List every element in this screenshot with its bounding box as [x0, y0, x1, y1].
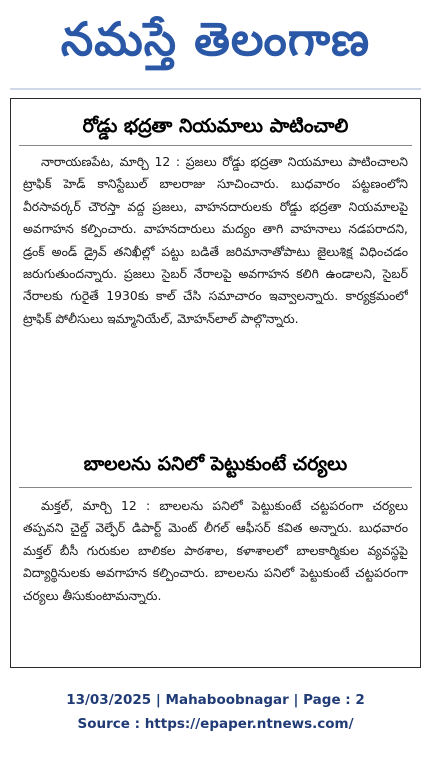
- article-2-body: మక్తల్, మార్చి 12 : బాలలను పనిలో పెట్టుకుంటే చట్టపరంగా చర్యలు తప్పవని చైల్డ్ వెల్ఫేర్ డిపార్ట్ మెంట్ లీగల్ ఆఫీసర్ కవిత అన్నారు. బుధవారం మక్తల్ బీసీ గురుకుల బాలికల పాఠశాల, కళాశాలలో బాలకార్మికుల వ్యవస్థపై విద్యార్థినులకు అవగాహన కల్పించారు. బాలలను పనిలో పెట్టుకుంటే చట్టపరంగా చర్యలు తీసుకుంటామన్నారు.: [23, 498, 408, 603]
- newspaper-masthead: నమస్తే తెలంగాణ: [60, 12, 371, 66]
- source-link[interactable]: Source : https://epaper.ntnews.com/: [77, 716, 354, 732]
- article-2-divider: [19, 487, 412, 488]
- news-clipping: [10, 98, 421, 668]
- article-1-body: నారాయణపేట, మార్చి 12 : ప్రజలు రోడ్డు భద్రతా నియమాలు పాటించాలని ట్రాఫిక్ హెడ్ కానిస్టేబుల్ బాలరాజు సూచించారు. బుధవారం పట్టణంలోని వీరసావర్కర్ చౌరస్తా వద్ద ప్రజలు, వాహనదారులకు రోడ్డు భద్రతా నియమాలపై అవగాహన కల్పించారు. వాహనదారులు మద్యం తాగి వాహనాలు నడపరాదని, డ్రంక్ అండ్ డ్రైవ్ తనిఖీల్లో పట్టు బడితే జరిమానాతోపాటు జైలుశిక్ష విధించడం జరుగుతుందన్నారు. ప్రజలు సైబర్ నేరాలపై అవగాహన కలిగి ఉండాలని, సైబర్ నేరాలకు గురైతే 1930కు కాల్ చేసి సమాచారం ఇవ్వాలన్నారు. కార్యక్రమంలో ట్రాఫిక్ పోలీసులు ఇమ్మానియేల్, మోహన్‌లాల్ పాల్గొన్నారు.: [23, 154, 408, 326]
- article-1-headline: రోడ్డు భద్రతా నియమాలు పాటించాలి: [82, 115, 349, 137]
- article-2-headline: బాలలను పనిలో పెట్టుకుంటే చర్యలు: [83, 453, 348, 475]
- masthead-divider: [10, 88, 421, 90]
- article-1-divider: [19, 145, 412, 146]
- edition-info: 13/03/2025 | Mahaboobnagar | Page : 2: [66, 692, 365, 708]
